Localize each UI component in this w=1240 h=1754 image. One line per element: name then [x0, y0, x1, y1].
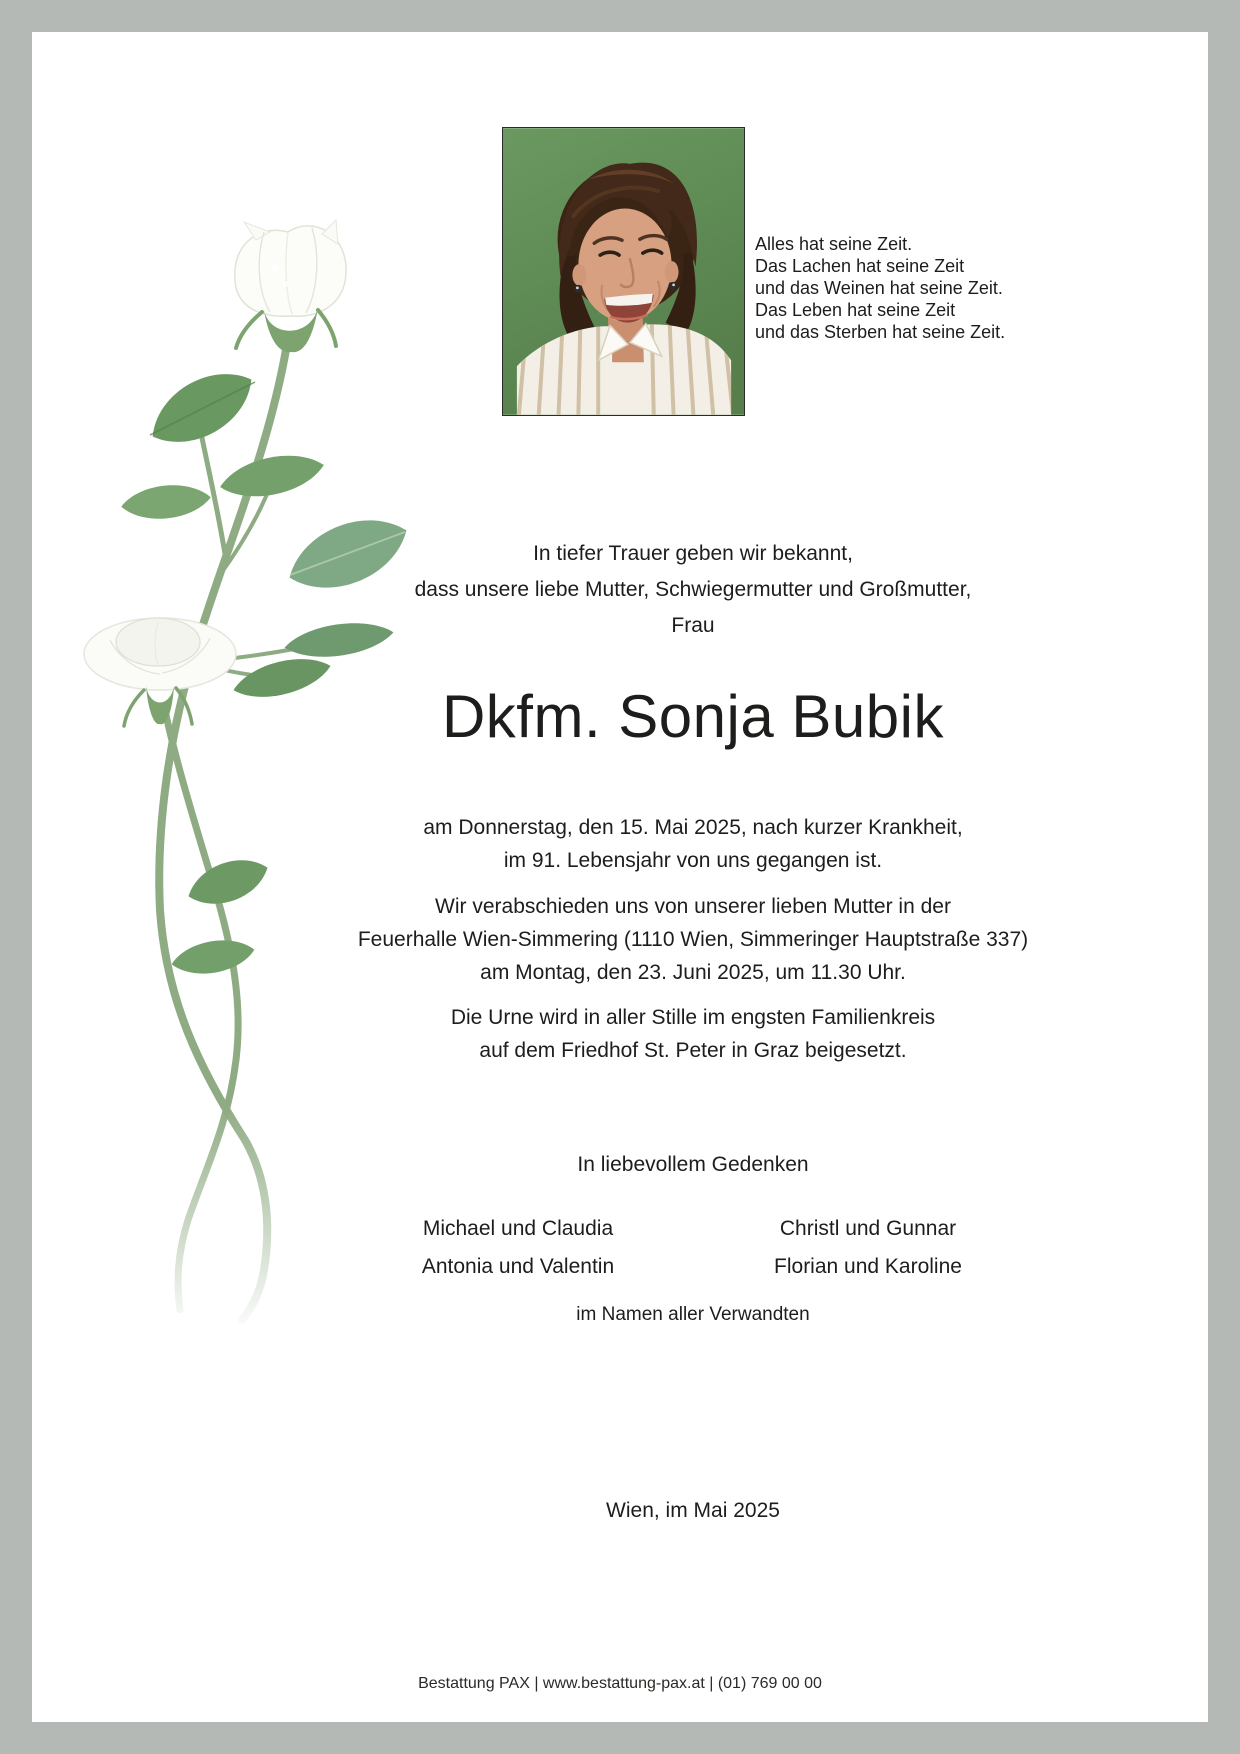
portrait-photo: [502, 127, 745, 416]
funeral-home-footer: Bestattung PAX | www.bestattung-pax.at | (01) 769 00 00: [418, 1675, 822, 1692]
death-announcement: [343, 811, 1043, 877]
poem-line: Das Leben hat seine Zeit: [755, 300, 956, 320]
poem-line: und das Weinen hat seine Zeit.: [755, 278, 1003, 298]
mourners-list: [343, 1210, 1043, 1286]
memorial-card-page: [32, 32, 1208, 1722]
poem-line: Das Lachen hat seine Zeit: [755, 256, 965, 276]
remembrance-title: In liebevollem Gedenken: [577, 1153, 809, 1176]
text-line: im 91. Lebensjahr von uns gegangen ist.: [503, 849, 883, 872]
announcement-intro: [343, 536, 1043, 644]
memorial-poem: [755, 233, 1005, 343]
poem-line: und das Sterben hat seine Zeit.: [755, 322, 1006, 342]
text-line: Wir verabschieden uns von unserer lieben Mutter in der: [435, 895, 951, 918]
text-line: auf dem Friedhof St. Peter in Graz beigesetzt.: [479, 1039, 907, 1062]
text-line: am Montag, den 23. Juni 2025, um 11.30 Uhr.: [480, 961, 906, 984]
poem-line: Alles hat seine Zeit.: [755, 234, 913, 254]
place-and-date: Wien, im Mai 2025: [606, 1499, 780, 1522]
portrait-illustration: [503, 128, 744, 415]
mourner-name: Antonia und Valentin: [421, 1255, 615, 1278]
relatives-note: im Namen aller Verwandten: [576, 1304, 810, 1325]
deceased-name: Dkfm. Sonja Bubik: [441, 683, 945, 750]
intro-line: dass unsere liebe Mutter, Schwiegermutter und Großmutter,: [414, 578, 972, 601]
farewell-details: [343, 890, 1043, 989]
intro-line: In tiefer Trauer geben wir bekannt,: [533, 542, 853, 565]
text-line: am Donnerstag, den 15. Mai 2025, nach kurzer Krankheit,: [423, 816, 963, 839]
urn-details: [343, 1001, 1043, 1067]
intro-line: Frau: [671, 614, 715, 637]
mourner-name: Christl und Gunnar: [779, 1217, 957, 1240]
text-line: Die Urne wird in aller Stille im engsten Familienkreis: [450, 1006, 936, 1029]
mourner-name: Michael und Claudia: [422, 1217, 614, 1240]
text-line: Feuerhalle Wien-Simmering (1110 Wien, Simmeringer Hauptstraße 337): [357, 928, 1029, 951]
mourner-name: Florian und Karoline: [774, 1255, 962, 1278]
